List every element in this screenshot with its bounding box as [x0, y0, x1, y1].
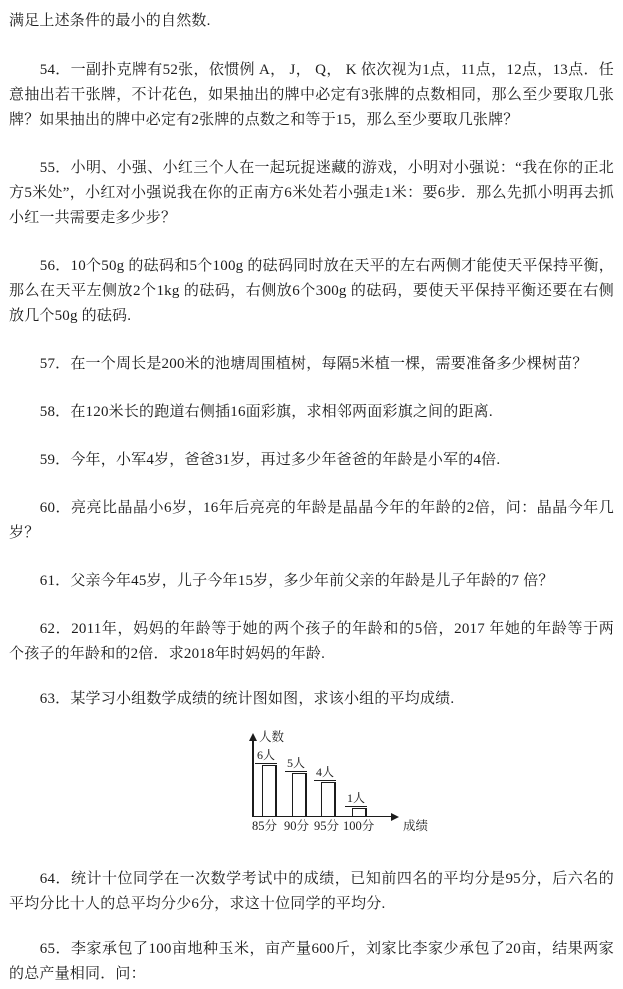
bar-90	[292, 773, 307, 817]
bar-value-label: 6人	[257, 748, 276, 762]
problem-57: 57．在一个周长是200米的池塘周围植树，每隔5米植一棵，需要准备多少棵树苗？	[39, 356, 588, 372]
bar-value-label: 4人	[316, 765, 335, 779]
score-bar-chart	[240, 730, 430, 839]
x-axis-line	[252, 816, 393, 818]
problem-63: 63．某学习小组数学成绩的统计图如图，求该小组的平均成绩.	[39, 691, 455, 707]
bar-value-label: 1人	[347, 791, 366, 805]
problem-62: 62．2011年，妈妈的年龄等于她的两个孩子的年龄和的5倍，2017 年她的年龄等于两个孩子的年龄和的2倍．求2018年时妈妈的年龄.	[9, 621, 614, 662]
worksheet-page	[9, 9, 614, 987]
problem-60: 60．亮亮比晶晶小6岁，16年后亮亮的年龄是晶晶今年的年龄的2倍，问：晶晶今年几岁？	[9, 500, 614, 541]
x-tick-label: 95分	[314, 819, 340, 833]
problem-64: 64．统计十位同学在一次数学考试中的成绩，已知前四名的平均分是95分，后六名的平均分比十人的总平均分少6分，求这十位同学的平均分.	[9, 871, 614, 912]
bar-value-label: 5人	[287, 756, 306, 770]
problem-54: 54．一副扑克牌有52张，依惯例 A， J， Q， K 依次视为1点，11点，12点，13点．任意抽出若干张牌，不计花色，如果抽出的牌中必定有3张牌的点数相同，那么至少要取几张牌？如果抽出的牌中必定有2张牌的点数之和等于15，那么至少要取几张牌？	[9, 62, 614, 128]
problem-58: 58．在120米长的跑道右侧插16面彩旗，求相邻两面彩旗之间的距离.	[39, 404, 493, 420]
bar-95	[321, 782, 336, 817]
problem-55: 55．小明、小强、小红三个人在一起玩捉迷藏的游戏，小明对小强说：“我在你的正北方5米处”，小红对小强说我在你的正南方6米处若小强走1米：要6步．那么先抓小明再去抓小红一共需要走多少步？	[9, 160, 614, 226]
x-tick-label: 100分	[343, 819, 375, 833]
problem-61: 61．父亲今年45岁，儿子今年15岁，多少年前父亲的年龄是儿子年龄的7 倍？	[39, 573, 554, 589]
x-tick-label: 90分	[284, 819, 310, 833]
problem-56: 56．10个50g 的砝码和5个100g 的砝码同时放在天平的左右两侧才能使天平保持平衡，那么在天平左侧放2个1kg 的砝码，右侧放6个300g 的砝码，要使天平保持平衡还要在右侧放几个50g 的砝码.	[9, 258, 614, 324]
x-tick-label: 85分	[252, 819, 278, 833]
problem-59: 59．今年，小军4岁，爸爸31岁，再过多少年爸爸的年龄是小军的4倍.	[39, 452, 501, 468]
x-axis-arrow-icon	[391, 813, 399, 821]
y-axis-label: 人数	[259, 730, 285, 744]
x-axis-label: 成绩	[403, 819, 429, 833]
y-axis-line	[252, 739, 254, 817]
problem-65: 65．李家承包了100亩地种玉米，亩产量600斤，刘家比李家少承包了20亩，结果两家的总产量相同．问：	[9, 941, 614, 982]
bar-85	[262, 765, 277, 817]
intro-text: 满足上述条件的最小的自然数.	[9, 13, 211, 29]
